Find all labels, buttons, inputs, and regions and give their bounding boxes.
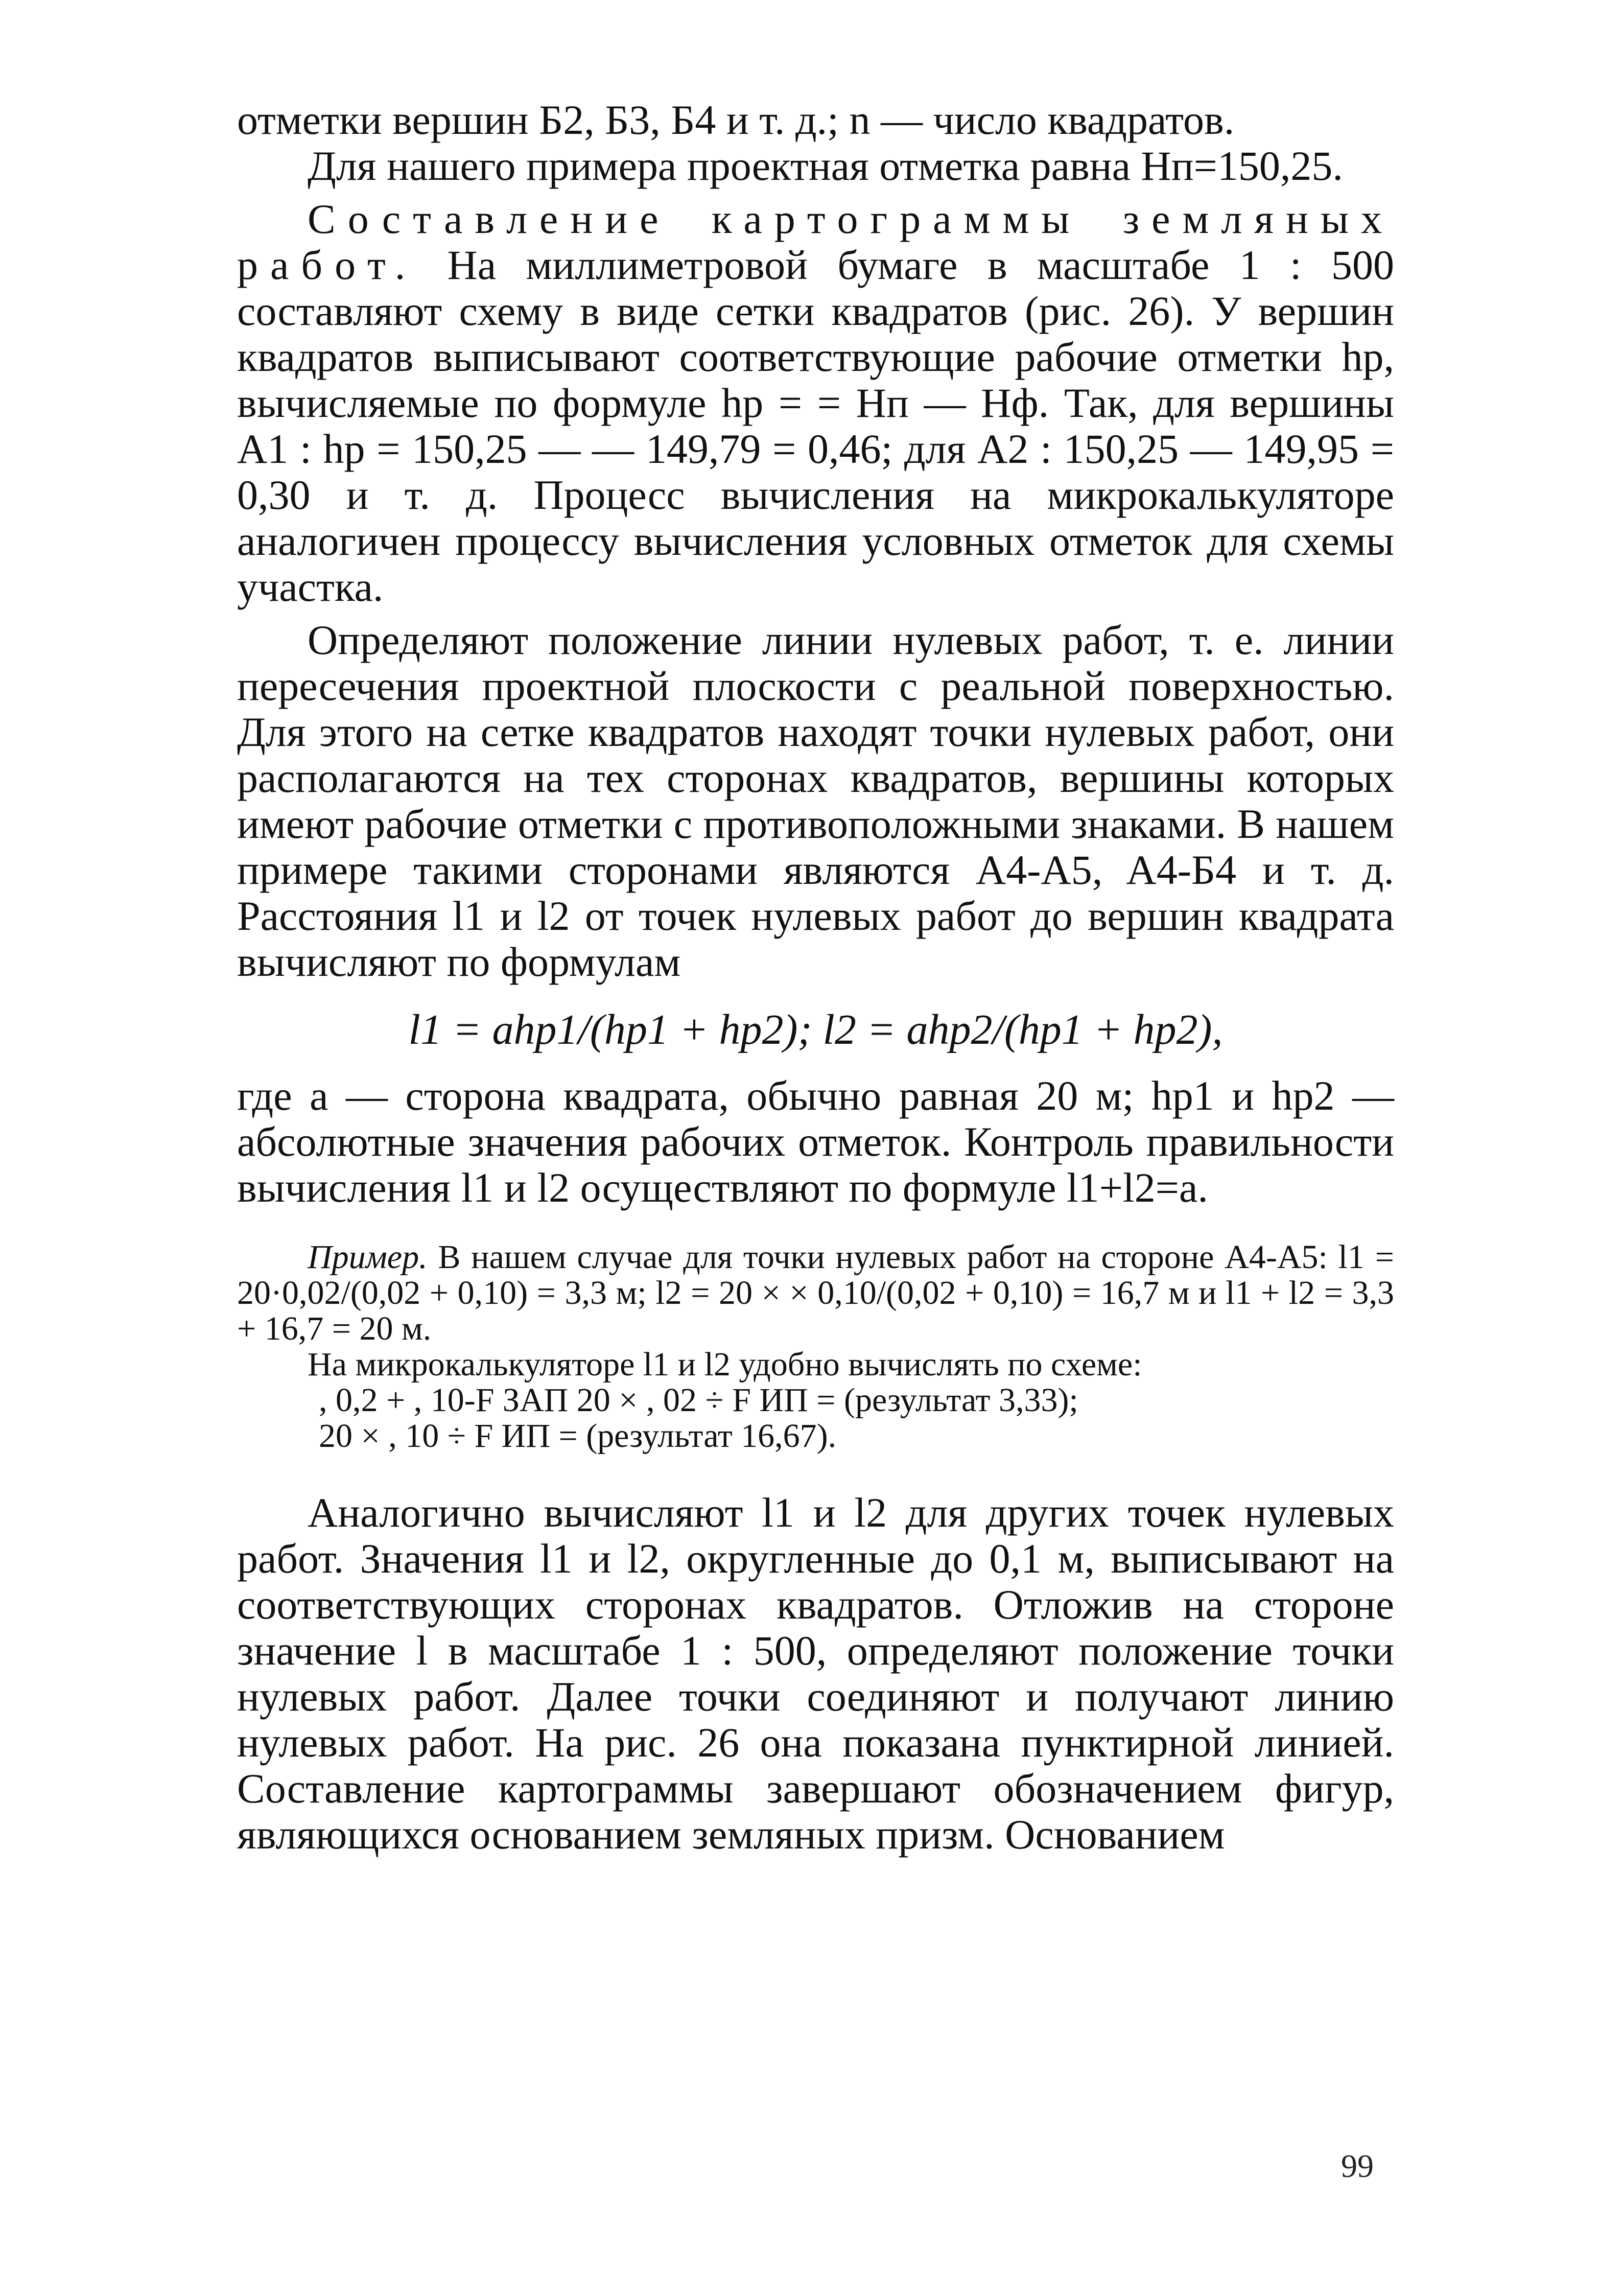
example-paragraph [237, 1239, 1394, 1347]
paragraph-cartogram [237, 196, 1394, 610]
example-text: В нашем случае для точки нулевых работ на стороне A4-A5: l1 = 20·0,02/(0,02 + 0,10) = 3,3 м; l2 = 20 × × 0,10/(0,02 + 0,10) = 16,7 м и l1 + l2 = 3,3 + 16,7 = 20 м. [237, 1238, 1394, 1347]
example-block [237, 1239, 1394, 1454]
paragraph-definitions: где a — сторона квадрата, обычно равная 20 м; hp1 и hp2 — абсолютные значения рабочих отметок. Контроль правильности вычисления l1 и l2 осуществляют по формуле l1+l2=a. [237, 1072, 1394, 1211]
paragraph-other-points: Аналогично вычисляют l1 и l2 для других точек нулевых работ. Значения l1 и l2, округленные до 0,1 м, выписывают на соответствующих сторонах квадратов. Отложив на стороне значение l в масштабе 1 : 500, определяют положение точки нулевых работ. Далее точки соединяют и получают линию нулевых работ. На рис. 26 она показана пунктирной линией. Составление картограммы завершают обозначением фигур, являющихся основанием земляных призм. Основанием [237, 1489, 1394, 1858]
main-text-continued [237, 1490, 1394, 1858]
main-text [237, 97, 1394, 1211]
calculator-intro: На микрокалькуляторе l1 и l2 удобно вычислять по схеме: [308, 1346, 1142, 1383]
paragraph-project-mark: Для нашего примера проектная отметка равна Hп=150,25. [308, 143, 1343, 189]
example-label: Пример. [308, 1238, 428, 1276]
section-heading: Составление картограммы земляных работ. [237, 196, 1394, 288]
calculator-sequence-1: , 0,2 + , 10-F ЗАП 20 × , 02 ÷ F ИП = (результат 3,33); [319, 1381, 1078, 1419]
calculator-sequence-2: 20 × , 10 ÷ F ИП = (результат 16,67). [319, 1417, 837, 1455]
paragraph-continuation: отметки вершин Б2, Б3, Б4 и т. д.; n — число квадратов. [237, 97, 1235, 143]
paragraph-zero-line: Определяют положение линии нулевых работ, т. е. линии пересечения проектной плоскости с реальной поверхностью. Для этого на сетке квадратов находят точки нулевых работ, они располагаются на тех сторонах квадратов, вершины которых имеют рабочие отметки с противоположными знаками. В нашем примере такими сторонами являются A4-A5, A4-Б4 и т. д. Расстояния l1 и l2 от точек нулевых работ до вершин квадрата вычисляют по формулам [237, 617, 1394, 985]
book-page [237, 97, 1394, 2243]
formula-distances: l1 = ahp1/(hp1 + hp2); l2 = ahp2/(hp1 + hp2), [408, 1006, 1223, 1053]
page-number: 99 [1341, 2148, 1374, 2184]
paragraph-cartogram-body: На миллиметровой бумаге в масштабе 1 : 500 составляют схему в виде сетки квадратов (рис. 26). У вершин квадратов выписывают соответствующие рабочие отметки hр, вычисляемые по формуле hр = = Hп — Hф. Так, для вершины A1 : hр = 150,25 — — 149,79 = 0,46; для A2 : 150,25 — 149,95 = 0,30 и т. д. Процесс вычисления на микрокалькуляторе аналогичен процессу вычисления условных отметок для схемы участка. [237, 242, 1394, 610]
